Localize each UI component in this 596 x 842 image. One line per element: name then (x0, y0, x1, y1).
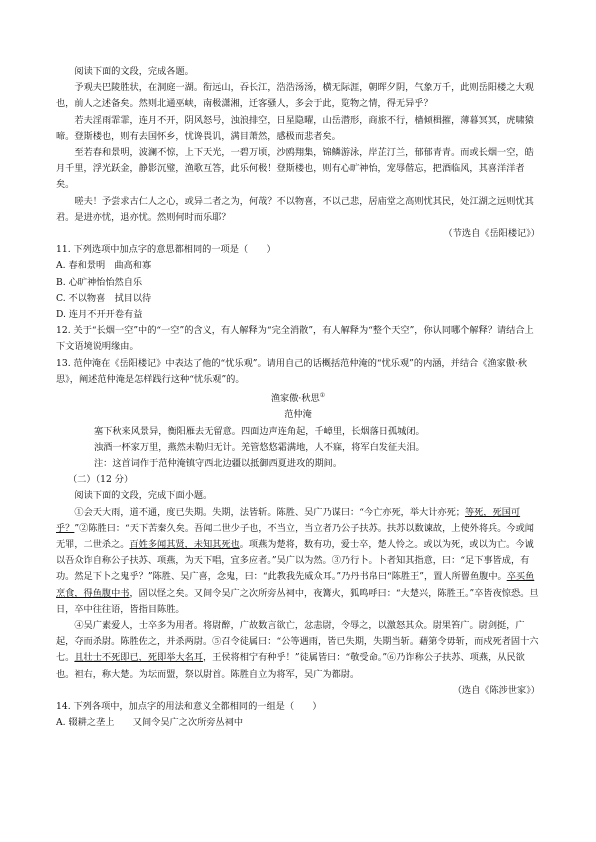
passage1-paragraph-3: 至若春和景明，波澜不惊，上下天光，一碧万顷，沙鸥翔集，锦鳞游泳，岸芷汀兰，郁郁青青。而或长烟一空，皓月千里，浮光跃金，静影沉璧，渔歌互答，此乐何极！登斯楼也，则有心旷神怡，宠辱偕忘，把酒临风，其喜洋洋者矣。 (56, 147, 534, 191)
question-11-option-b: B. 心旷神怡怡然自乐 (56, 276, 143, 288)
passage2-paragraph-1 (56, 505, 540, 618)
underlined-sentence: 卒买鱼烹食，得鱼腹中书 (56, 571, 535, 599)
exam-page (56, 64, 540, 731)
question-14: 14. 下列各项中，加点字的用法和意义全都相同的一组是（ ） (56, 700, 322, 712)
section2-heading: （二）（12 分） (68, 474, 134, 486)
underlined-sentence: 等死，死国可乎？ (56, 506, 521, 534)
question-13: 13. 范仲淹在《岳阳楼记》中表达了他的“忧乐观”。请用自己的话概括范仲淹的“忧乐观”的内涵，并结合《渔家傲·秋思》，阐述范仲淹是怎样践行这种“忧乐观”的。 (56, 357, 528, 385)
question-11: 11. 下列选项中加点字的意思都相同的一项是（ ） (56, 244, 276, 256)
passage2-text: 。项燕为楚将，数有功，爱士卒，楚人怜之。或以为死，或以为亡。今诚以吾众诈自称公子扶苏、项燕，为天下唱，宜多应者。”吴广以为然。③乃行卜。卜者知其指意，曰：“足下事皆成，有功。然足下卜之鬼乎？”陈胜、吴广喜，念鬼，曰：“此教我先威众耳。”乃丹书帛曰“陈胜王”，置人所罾鱼腹中。 (56, 538, 534, 583)
question-11-option-d: D. 连月不开开卷有益 (56, 309, 143, 321)
poem-title-line (56, 388, 540, 407)
passage2-text: ①会天大雨，道不通，度已失期。失期，法皆斩。陈胜、吴广乃谋曰：“今亡亦死，举大计亦死； (74, 506, 465, 518)
passage1-paragraph-2: 若夫淫雨霏霏，连月不开，阴风怒号，浊浪排空，日星隐曜，山岳潜形，商旅不行，樯倾楫摧，薄暮冥冥，虎啸猿啼。登斯楼也，则有去国怀乡，忧谗畏讥，满目萧然，感极而悲者矣。 (56, 114, 534, 142)
section2-intro: 阅读下面的文段，完成下面小题。 (74, 490, 213, 502)
passage1-paragraph-4: 嗟夫！予尝求古仁人之心，或异二者之为，何哉？不以物喜，不以己悲，居庙堂之高则忧其民，处江湖之远则忧其君。是进亦忧，退亦忧。然则何时而乐耶？ (56, 195, 534, 223)
poem-title: 渔家傲·秋思 (270, 393, 320, 405)
question-11-option-a: A. 春和景明 曲高和寡 (56, 260, 152, 272)
passage2-text: ④吴广素爱人，士卒多为用者。将尉醉，广故数言欲亡，忿恚尉，令辱之，以激怒其众。尉果笞广。尉剑挺，广起，夺而杀尉。陈胜佐之，并杀两尉。⑤召令徒属曰：“公等遇雨，皆已失期，失期当斩。藉第令毋斩，而戍死者固十六七。 (56, 619, 539, 664)
question-14-option-a: A. 辍耕之垄上 又间令吴广之次所旁丛祠中 (56, 717, 244, 729)
section1-intro: 阅读下面的文段，完成各题。 (74, 66, 194, 77)
poem-author: 范仲淹 (284, 409, 312, 421)
poem-note-mark: ① (319, 392, 326, 400)
passage1-paragraph-1: 予观夫巴陵胜状，在洞庭一湖。衔远山，吞长江，浩浩汤汤，横无际涯，朝晖夕阴，气象万千，此则岳阳楼之大观也，前人之述备矣。然则北通巫峡，南极潇湘，迁客骚人，多会于此，览物之情，得无异乎？ (56, 82, 534, 110)
poem-line-1: 塞下秋来风景异，衡阳雁去无留意。四面边声连角起，千嶂里，长烟落日孤城闭。 (94, 425, 425, 437)
poem-line-2: 浊酒一杯家万里，燕然未勒归无计。羌管悠悠霜满地，人不寐，将军白发征夫泪。 (94, 441, 425, 453)
question-11-option-c: C. 不以物喜 拭目以待 (56, 292, 152, 304)
passage2-source: （选自《陈涉世家》） (452, 684, 540, 696)
passage2-text: ，王侯将相宁有种乎！”徒属皆曰：“敬受命。”⑥乃诈称公子扶苏、项燕，从民欲也。袒右，称大楚。为坛而盟，祭以尉首。陈胜自立为将军，吴广为都尉。 (56, 652, 525, 680)
underlined-sentence: 且壮士不死即已，死即举大名耳 (74, 652, 203, 664)
passage1-source: （节选自《岳阳楼记》） (443, 228, 540, 240)
question-12: 12. 关于“长烟一空”中的“一空”的含义，有人解释为“完全消散”，有人解释为“整个天空”，你认同哪个解释？请结合上下文语境说明缘由。 (56, 325, 534, 353)
passage2-text: ，固以怪之矣。又间令吴广之次所旁丛祠中，夜篝火，狐鸣呼曰：“大楚兴，陈胜王。”卒皆夜惊恐。旦日，卒中往往语，皆指目陈胜。 (56, 587, 539, 615)
underlined-sentence: 百姓多闻其贤，未知其死也 (129, 538, 240, 550)
passage2-text: ”②陈胜曰：“天下苦秦久矣。吾闻二世少子也，不当立，当立者乃公子扶苏。扶苏以数谏故，上使外将兵。今或闻无罪，二世杀之。 (56, 522, 534, 550)
poem-note: 注：这首词作于范仲淹镇守西北边疆以抵御西夏进攻的期间。 (94, 457, 343, 469)
passage2-paragraph-2 (56, 618, 540, 683)
